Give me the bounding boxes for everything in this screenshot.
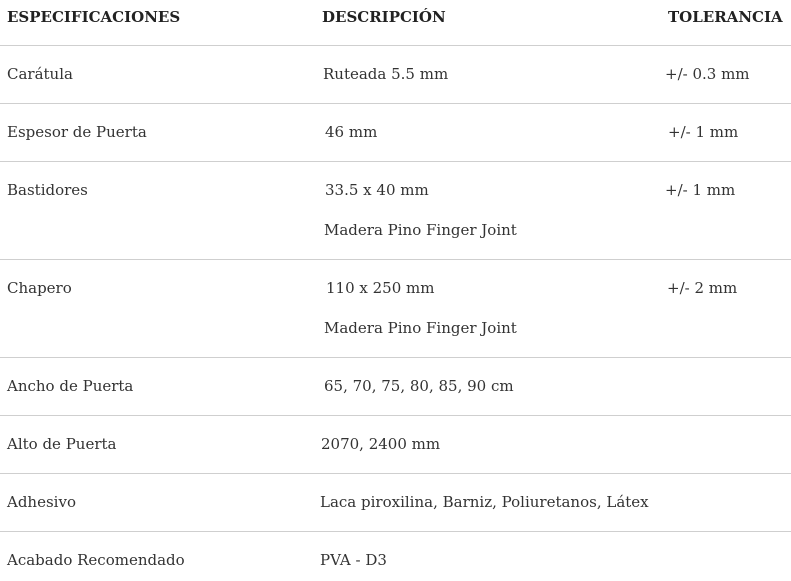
table-row	[0, 416, 791, 474]
table-row	[0, 260, 791, 358]
spec-tolerance: +/- 1 mm	[668, 123, 739, 141]
spec-tolerance: +/- 2 mm	[667, 279, 738, 297]
spec-name: Alto de Puerta	[7, 435, 117, 453]
header-tolerance: TOLERANCIA	[668, 8, 783, 26]
spec-description: Laca piroxilina, Barniz, Poliuretanos, Látex	[320, 493, 649, 511]
table-row	[0, 358, 791, 416]
spec-tolerance: +/- 1 mm	[665, 181, 736, 199]
spec-name: Acabado Recomendado	[7, 551, 185, 569]
spec-tolerance: +/- 0.3 mm	[665, 65, 750, 83]
spec-description: 33.5 x 40 mm	[325, 181, 429, 199]
spec-description: PVA - D3	[320, 551, 387, 569]
spec-description: 2070, 2400 mm	[321, 435, 441, 453]
spec-description-extra: Madera Pino Finger Joint	[324, 221, 517, 239]
spec-name: Ancho de Puerta	[7, 377, 134, 395]
table-row	[0, 532, 791, 581]
header-specifications: ESPECIFICACIONES	[7, 8, 181, 26]
spec-name: Carátula	[7, 65, 73, 83]
table-row	[0, 46, 791, 104]
spec-description: 110 x 250 mm	[326, 279, 435, 297]
spec-name: Adhesivo	[7, 493, 76, 511]
spec-description: Ruteada 5.5 mm	[323, 65, 449, 83]
spec-name: Chapero	[7, 279, 72, 297]
spec-name: Espesor de Puerta	[7, 123, 147, 141]
header-description: DESCRIPCIÓN	[322, 8, 446, 26]
table-header	[0, 0, 791, 46]
table-row	[0, 104, 791, 162]
table-row	[0, 162, 791, 260]
table-row	[0, 474, 791, 532]
spec-name: Bastidores	[7, 181, 88, 199]
spec-description-extra: Madera Pino Finger Joint	[324, 319, 517, 337]
spec-description: 46 mm	[325, 123, 378, 141]
spec-description: 65, 70, 75, 80, 85, 90 cm	[324, 377, 514, 395]
